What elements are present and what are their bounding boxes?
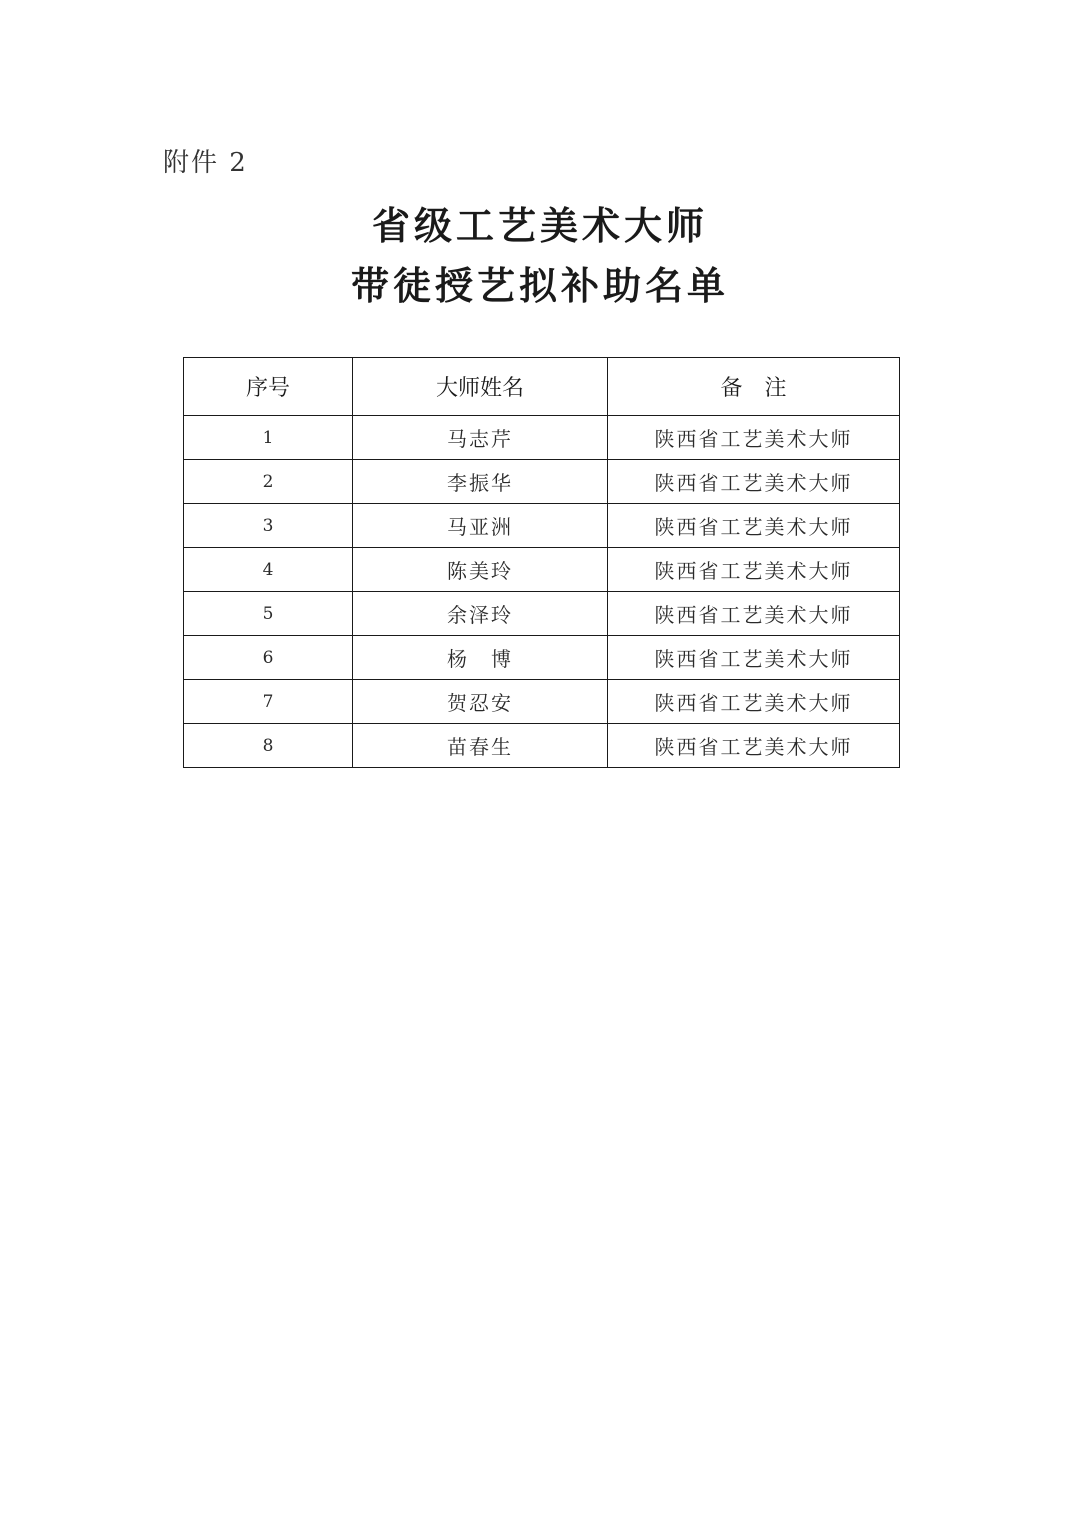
- row-remarks: 陕西省工艺美术大师: [608, 548, 900, 592]
- table-row: [184, 636, 900, 680]
- row-serial-number: 4: [184, 548, 353, 592]
- table-row: [184, 680, 900, 724]
- row-master-name: 贺忍安: [353, 680, 608, 724]
- subsidy-list-table: [183, 357, 900, 768]
- attachment-label: 附件 2: [163, 148, 248, 178]
- table-row: [184, 460, 900, 504]
- row-remarks: 陕西省工艺美术大师: [608, 504, 900, 548]
- row-master-name: 苗春生: [353, 724, 608, 768]
- header-master-name: 大师姓名: [353, 358, 608, 416]
- document-title-line-2: 带徒授艺拟补助名单: [350, 264, 729, 308]
- row-master-name: 马亚洲: [353, 504, 608, 548]
- table-row: [184, 416, 900, 460]
- row-remarks: 陕西省工艺美术大师: [608, 592, 900, 636]
- row-master-name: 李振华: [353, 460, 608, 504]
- row-serial-number: 8: [184, 724, 353, 768]
- row-serial-number: 7: [184, 680, 353, 724]
- row-serial-number: 2: [184, 460, 353, 504]
- table-header-row: [184, 358, 900, 416]
- header-serial-number: 序号: [184, 358, 353, 416]
- table-row: [184, 548, 900, 592]
- row-master-name: 陈美玲: [353, 548, 608, 592]
- row-remarks: 陕西省工艺美术大师: [608, 724, 900, 768]
- row-serial-number: 6: [184, 636, 353, 680]
- row-master-name: 余泽玲: [353, 592, 608, 636]
- row-remarks: 陕西省工艺美术大师: [608, 416, 900, 460]
- header-remarks: 备 注: [608, 358, 900, 416]
- table-row: [184, 504, 900, 548]
- table-row: [184, 592, 900, 636]
- row-master-name: 杨 博: [353, 636, 608, 680]
- row-remarks: 陕西省工艺美术大师: [608, 680, 900, 724]
- row-remarks: 陕西省工艺美术大师: [608, 636, 900, 680]
- row-master-name: 马志芹: [353, 416, 608, 460]
- row-serial-number: 5: [184, 592, 353, 636]
- table-row: [184, 724, 900, 768]
- row-serial-number: 1: [184, 416, 353, 460]
- row-remarks: 陕西省工艺美术大师: [608, 460, 900, 504]
- document-title-line-1: 省级工艺美术大师: [371, 204, 708, 248]
- row-serial-number: 3: [184, 504, 353, 548]
